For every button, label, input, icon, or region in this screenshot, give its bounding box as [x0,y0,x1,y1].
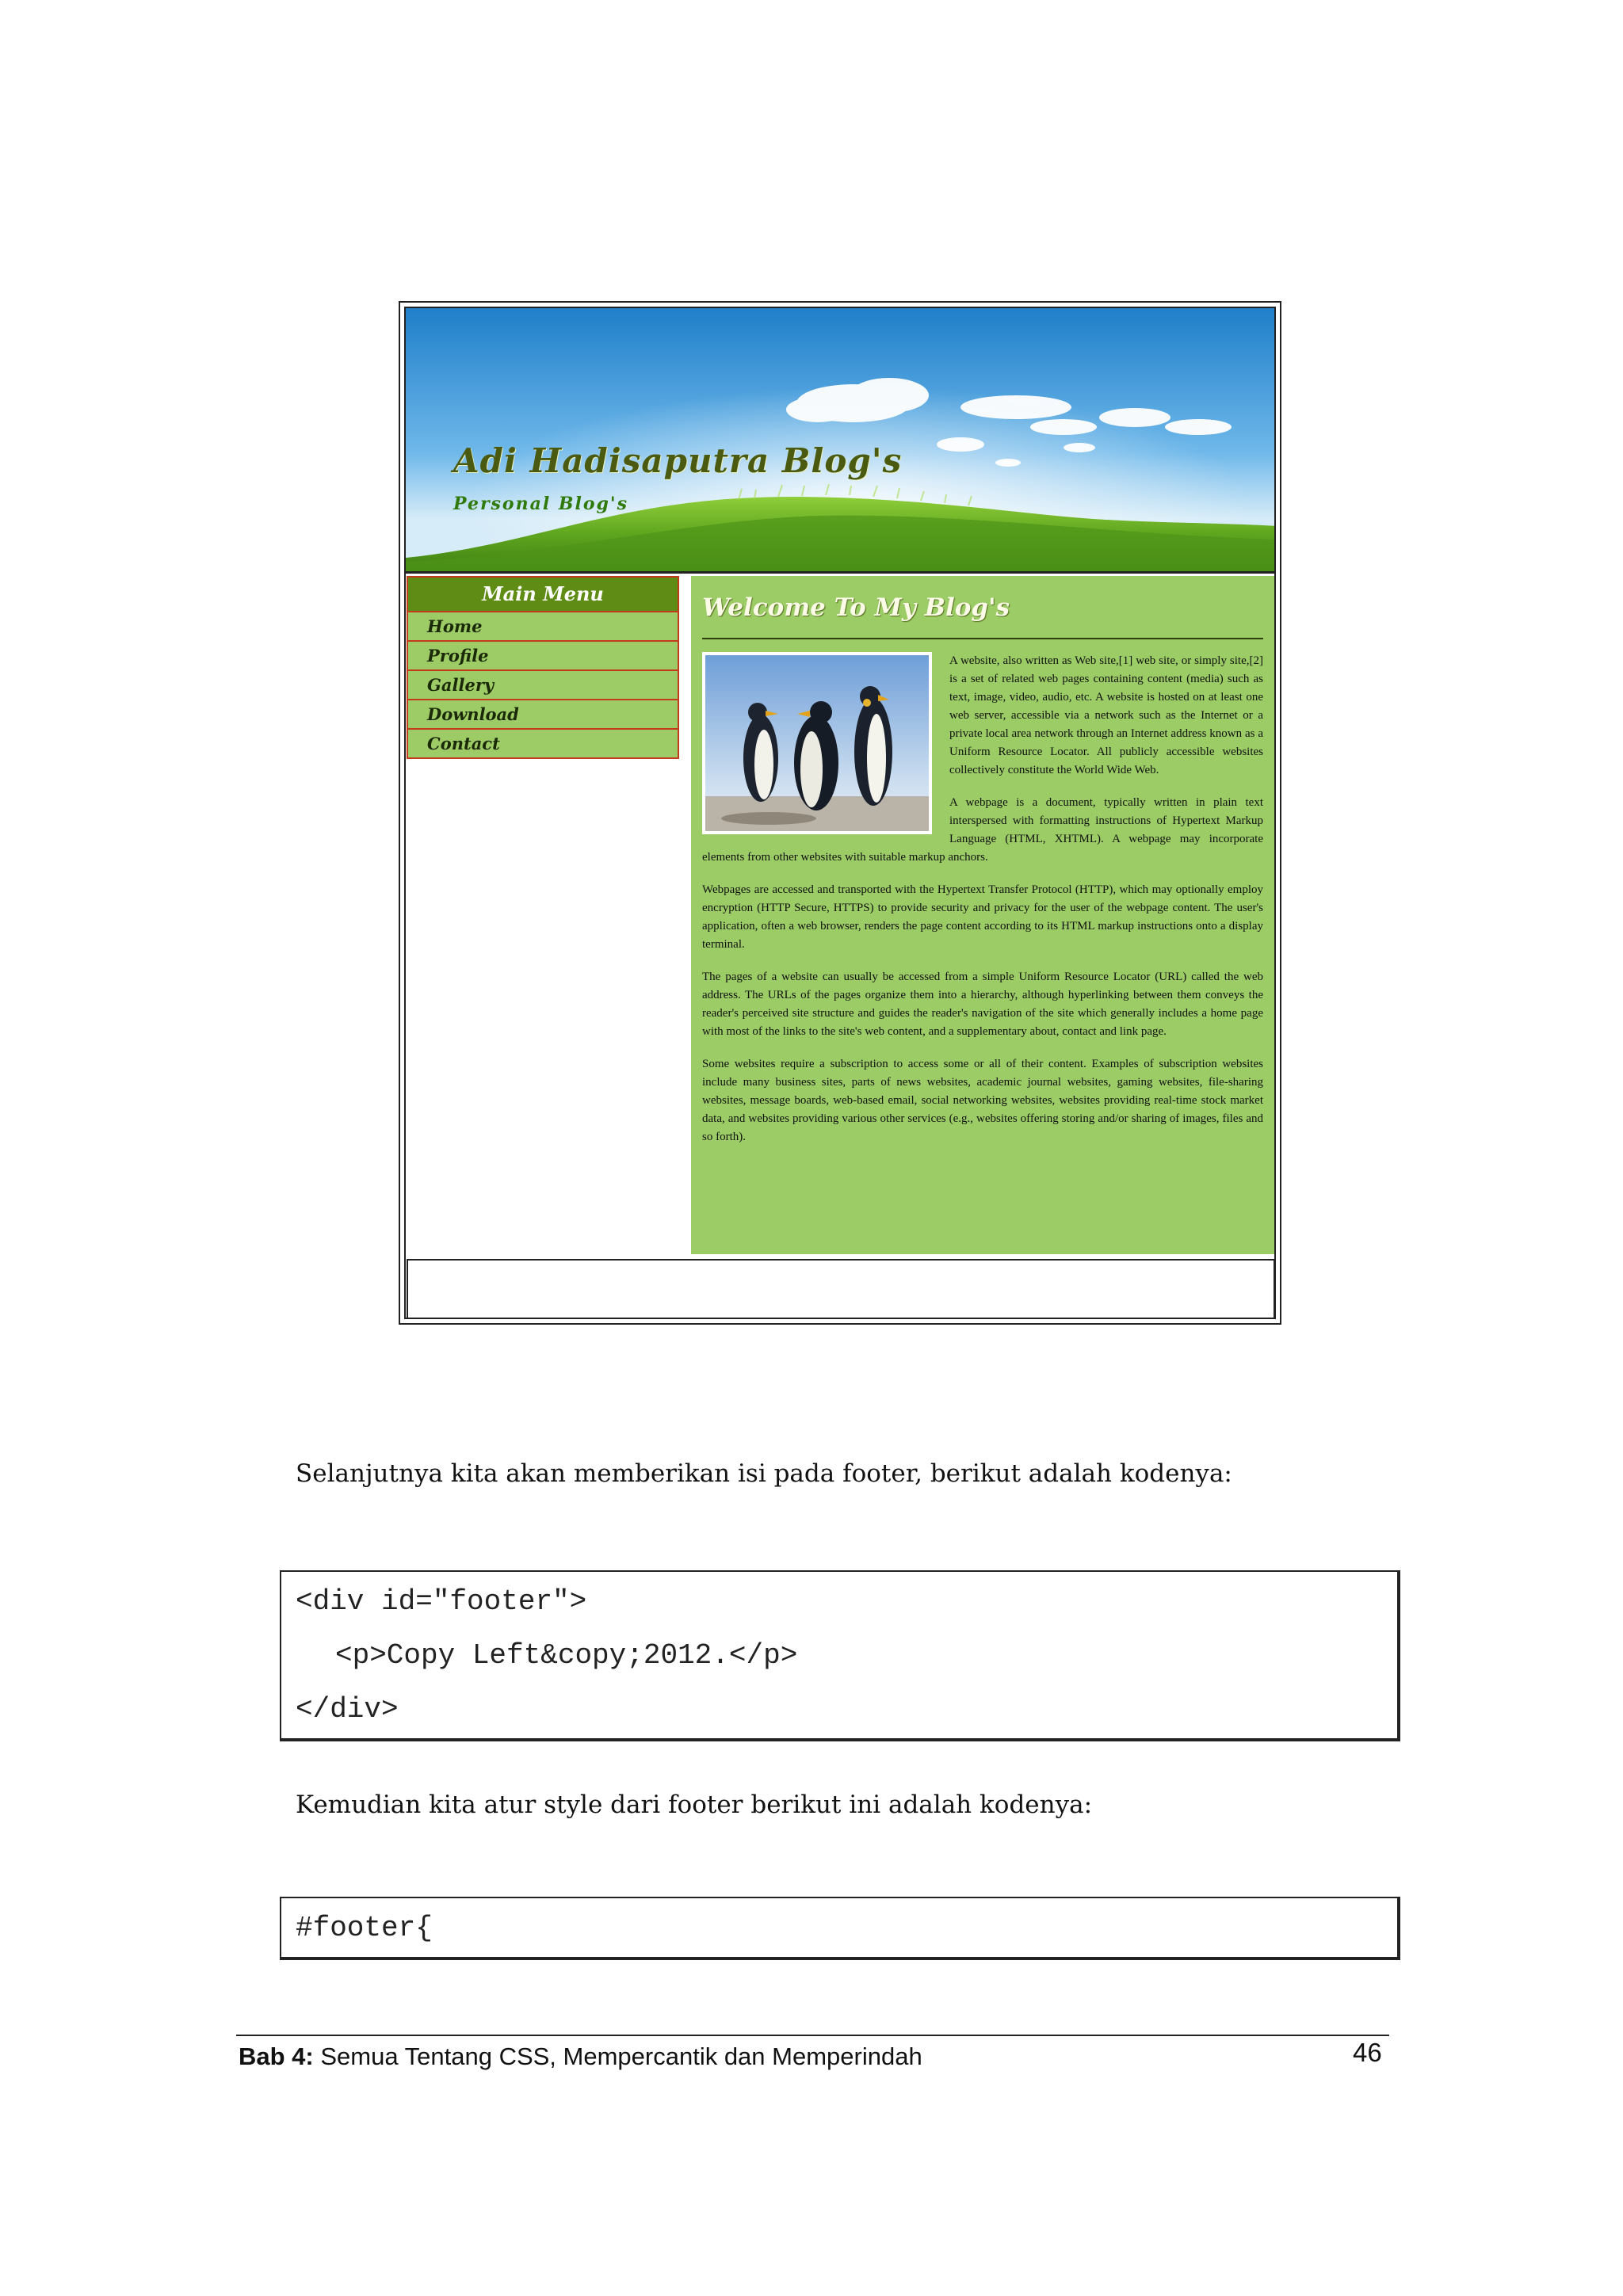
page-footer-chapter [239,2042,922,2071]
menu-item-contact[interactable]: Contact [427,734,500,753]
code-block-footer-css [280,1897,1400,1960]
instruction-text-2: Kemudian kita atur style dari footer berikut ini adalah kodenya: [296,1791,1093,1819]
page-number: 46 [1353,2038,1382,2067]
website-screenshot [399,301,1281,1325]
site-footer-empty [407,1259,1275,1319]
menu-item-gallery[interactable]: Gallery [408,671,678,700]
main-menu-heading: Main Menu [408,578,678,612]
code-line: <p>Copy Left&copy;2012.</p> [335,1639,798,1672]
code-line: </div> [296,1693,399,1726]
site-title: Adi Hadisaputra Blog's [453,441,903,480]
content-paragraph: Some websites require a subscription to access some or all of their content. Examples of subscription websites include many business sites, parts of news websites, academic journal websites, gaming websites, file-sharing websites, message boards, web-based email, social networking websites, websites providing real-time stock market data, and websites providing various other services (e.g., websites offering storing and/or sharing of images, files and so forth). [702,1058,1263,1143]
content-paragraph: Webpages are accessed and transported with the Hypertext Transfer Protocol (HTTP), which may optionally employ encryption (HTTP Secure, HTTPS) to provide security and privacy for the user of the webpage content. The user's application, often a web browser, renders the page content according to its HTML markup instructions onto a display terminal. [702,883,1263,951]
welcome-heading: Welcome To My Blog's [702,587,1263,639]
banner-sky-grass-image [406,308,1276,571]
content-area [691,576,1274,1254]
site-banner [406,308,1276,574]
content-paragraph: The pages of a website can usually be accessed from a simple Uniform Resource Locator (URL) called the web address. The URLs of the pages organize them into a hierarchy, although hyperlinking between them conveys the reader's perceived site structure and guides the reader's navigation of the site which generally includes a home page with most of the links to the site's web content, and a supplementary about, contact and link page. [702,971,1263,1038]
penguins-image [705,655,929,831]
content-paragraph: A website, also written as Web site,[1] web site, or simply site,[2] is a set of related web pages containing content (media) such as text, image, video, audio, etc. A website is hosted on at least one web server, accessible via a network such as the Internet or a private local area network through an Internet address known as a Uniform Resource Locator. All publicly accessible websites collectively constitute the World Wide Web. [949,654,1263,776]
main-menu [407,576,679,759]
penguins-photo [702,652,932,834]
page-footer-rule [236,2035,1389,2036]
code-block-footer-html [280,1570,1400,1741]
menu-item-profile[interactable]: Profile [408,642,678,671]
site-subtitle: Personal Blog's [453,494,628,514]
chapter-label: Bab 4: [239,2042,314,2070]
code-line: #footer{ [296,1912,433,1944]
menu-item-home[interactable]: Home [408,612,678,642]
code-line: <div id="footer"> [296,1585,587,1618]
chapter-title: Semua Tentang CSS, Mempercantik dan Memperindah [313,2042,922,2070]
content-paragraph: A webpage is a document, typically written in plain text interspersed with formatting instructions of Hypertext Markup Language (HTML, XHTML). A webpage may incorporate elements from other websites with suitable markup anchors. [702,796,1263,864]
instruction-text-1: Selanjutnya kita akan memberikan isi pada footer, berikut adalah kodenya: [296,1459,1232,1488]
menu-item-download[interactable]: Download [408,700,678,730]
website-frame [404,307,1276,1319]
